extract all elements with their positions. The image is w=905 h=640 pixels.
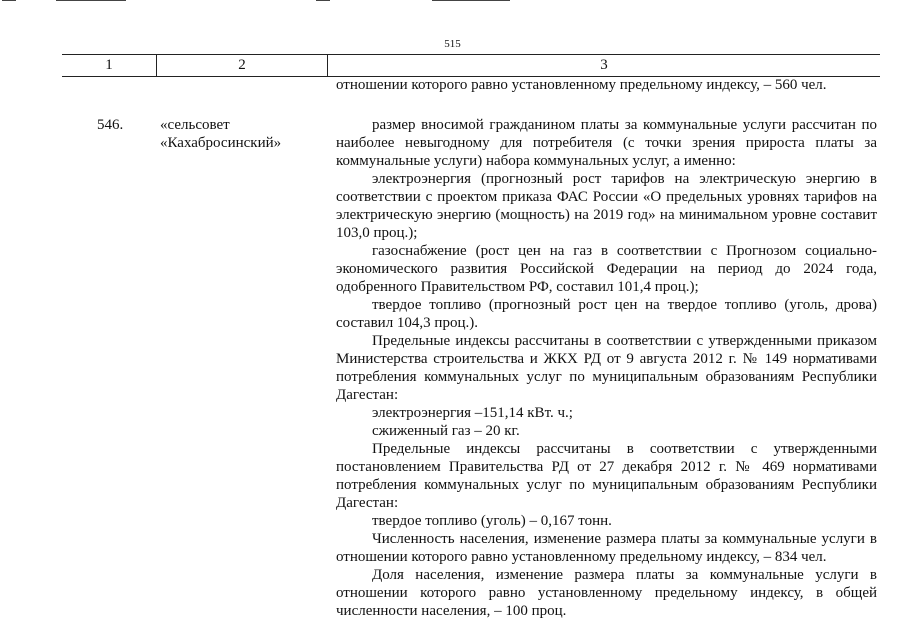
page-number: 515: [444, 38, 461, 50]
text-line: Дагестан:: [336, 495, 399, 511]
text-line: составил 104,3 проц.).: [336, 315, 478, 331]
text-line: 103,0 проц.);: [336, 225, 418, 241]
text-line: электроэнергия –151,14 кВт. ч.;: [372, 405, 573, 421]
header-col-2: 2: [238, 57, 246, 73]
text-line: одобренного Правительством РФ, составил 101,4 проц.);: [336, 279, 699, 295]
text-line: отношении которого равно установленному предельному индексу, – 834 чел.: [336, 549, 827, 565]
text-line: электрическую энергию (мощность) на 2019 год» на минимальном уровне составит: [336, 207, 877, 223]
scan-mark: [316, 0, 330, 1]
scan-mark: [2, 0, 16, 1]
entry-name-line: «сельсовет: [160, 117, 230, 133]
entry-name-line: «Кахабросинский»: [160, 135, 282, 151]
scan-mark: [432, 0, 510, 1]
text-line: электроэнергия (прогнозный рост тарифов на электрическую энергию в: [372, 171, 877, 187]
text-line: Доля населения, изменение размера платы за коммунальные услуги в: [372, 567, 877, 583]
text-line: коммунальные услуги) набора коммунальных услуг, а именно:: [336, 153, 736, 169]
scan-mark: [56, 0, 126, 1]
header-col-3: 3: [600, 57, 608, 73]
text-line: потребления коммунальных услуг по муниципальным образованиям Республики: [336, 477, 877, 493]
text-line: Министерства строительства и ЖКХ РД от 9 августа 2012 г. № 149 нормативами: [336, 351, 877, 367]
text-line: экономического развития Российской Федерации на период до 2024 года,: [336, 261, 877, 277]
text-line: постановлением Правительства РД от 27 декабря 2012 г. № 469 нормативами: [336, 459, 877, 475]
header-col-1: 1: [105, 57, 113, 73]
carry-over-line: отношении которого равно установленному предельному индексу, – 560 чел.: [336, 77, 827, 93]
text-line: численности населения, – 100 проц.: [336, 603, 567, 619]
text-line: твердое топливо (прогнозный рост цен на твердое топливо (уголь, дрова): [372, 297, 877, 313]
text-line: Численность населения, изменение размера платы за коммунальные услуги в: [372, 531, 877, 547]
text-line: Предельные индексы рассчитаны в соответствии с утвержденными приказом: [372, 333, 877, 349]
text-line: наиболее невыгодному для потребителя (с точки зрения прироста платы за: [336, 135, 877, 151]
text-line: потребления коммунальных услуг по муниципальным образованиям Республики: [336, 369, 877, 385]
text-line: Предельные индексы рассчитаны в соответствии с утвержденными: [372, 441, 877, 457]
text-line: размер вносимой гражданином платы за коммунальные услуги рассчитан по: [372, 117, 877, 133]
text-line: сжиженный газ – 20 кг.: [372, 423, 520, 439]
entry-number: 546.: [97, 117, 124, 133]
table-header-row: [62, 54, 880, 77]
text-line: отношении которого равно установленному предельному индексу, в общей: [336, 585, 877, 601]
text-line: соответствии с проектом приказа ФАС России «О предельных уровнях тарифов на: [336, 189, 877, 205]
text-line: газоснабжение (рост цен на газ в соответствии с Прогнозом социально-: [372, 243, 877, 259]
text-line: твердое топливо (уголь) – 0,167 тонн.: [372, 513, 612, 529]
text-line: Дагестан:: [336, 387, 399, 403]
